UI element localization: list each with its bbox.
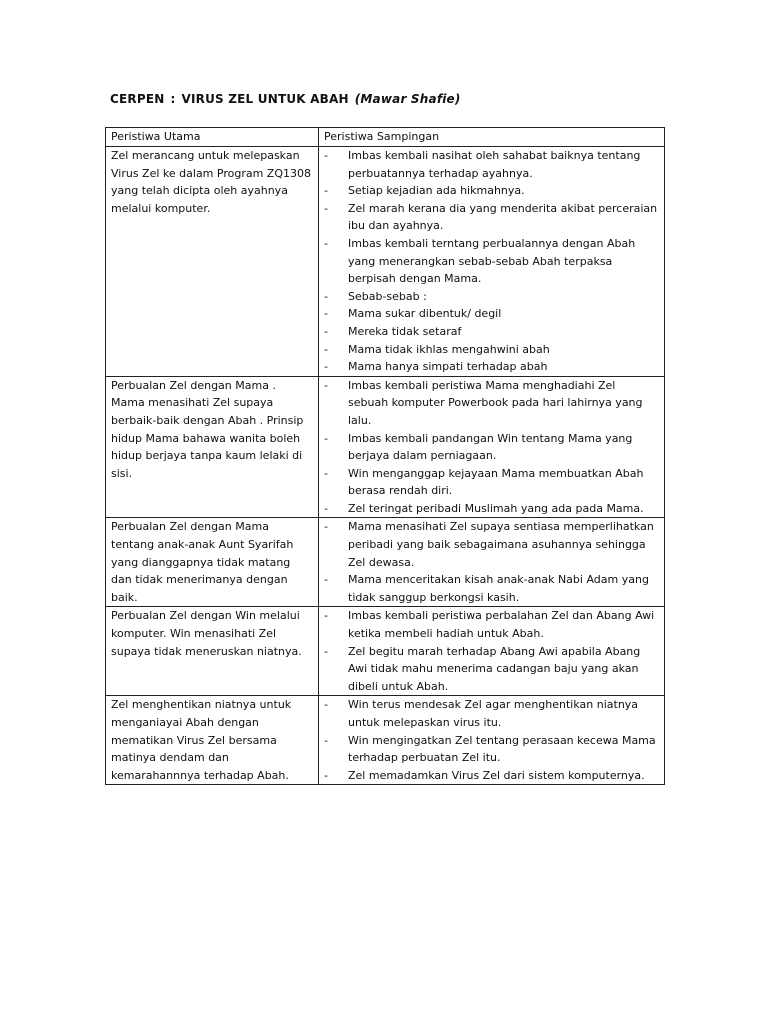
- side-event-text: Imbas kembali peristiwa Mama menghadiahi Zel sebuah komputer Powerbook pada hari lahirnya yang lalu.: [348, 378, 643, 427]
- list-item: [324, 341, 659, 359]
- table-header: [106, 128, 665, 147]
- side-event-text: Sebab-sebab :: [348, 289, 427, 303]
- side-event-text: Win terus mendesak Zel agar menghentikan niatnya untuk melepaskan virus itu.: [348, 698, 639, 729]
- list-item: [324, 305, 659, 323]
- main-event-cell: Perbualan Zel dengan Win melalui komputer. Win menasihati Zel supaya tidak meneruskan niatnya.: [106, 607, 319, 696]
- bullet-dash: -: [324, 342, 328, 356]
- table-body: [106, 147, 665, 785]
- bullet-dash: -: [324, 201, 328, 215]
- side-event-text: Mereka tidak setaraf: [348, 324, 462, 338]
- main-event-cell: Zel merancang untuk melepaskan Virus Zel ke dalam Program ZQ1308 yang telah dicipta oleh ayahnya melalui komputer.: [106, 147, 319, 377]
- title-story: VIRUS ZEL UNTUK ABAH: [181, 92, 349, 106]
- title-author: (Mawar Shafie): [354, 92, 461, 106]
- bullet-dash: -: [324, 733, 328, 747]
- list-item: [324, 465, 659, 500]
- bullet-dash: -: [324, 609, 328, 623]
- page-title: [110, 92, 461, 106]
- bullet-dash: -: [324, 466, 328, 480]
- side-event-text: Win mengingatkan Zel tentang perasaan kecewa Mama terhadap perbuatan Zel itu.: [348, 733, 656, 765]
- list-item: [324, 571, 659, 606]
- side-events-list: [324, 377, 659, 518]
- side-event-text: Mama sukar dibentuk/ degil: [348, 307, 502, 321]
- side-event-text: Mama tidak ikhlas mengahwini abah: [348, 342, 550, 356]
- table-row: [106, 518, 665, 607]
- side-events-list: [324, 696, 659, 784]
- list-item: [324, 200, 659, 235]
- side-event-text: Setiap kejadian ada hikmahnya.: [348, 184, 525, 198]
- list-item: [324, 767, 659, 785]
- title-separator: :: [170, 92, 176, 106]
- side-events-list: [324, 147, 659, 376]
- list-item: [324, 323, 659, 341]
- bullet-dash: -: [324, 378, 328, 392]
- table-row: [106, 607, 665, 696]
- side-event-text: Imbas kembali pandangan Win tentang Mama yang berjaya dalam perniagaan.: [348, 431, 633, 463]
- side-events-cell: [319, 147, 665, 377]
- table-row: [106, 696, 665, 785]
- side-event-text: Imbas kembali terntang perbualannya dengan Abah yang menerangkan sebab-sebab Abah terpaksa berpisah dengan Mama.: [348, 236, 636, 286]
- bullet-dash: -: [324, 501, 328, 515]
- bullet-dash: -: [324, 520, 328, 534]
- bullet-dash: -: [324, 360, 328, 374]
- header-side-events: Peristiwa Sampingan: [319, 128, 665, 147]
- list-item: [324, 696, 659, 731]
- list-item: [324, 182, 659, 200]
- side-events-cell: [319, 376, 665, 518]
- bullet-dash: -: [324, 324, 328, 338]
- side-event-text: Win menganggap kejayaan Mama membuatkan Abah berasa rendah diri.: [348, 466, 644, 498]
- table-row: [106, 376, 665, 518]
- list-item: [324, 643, 659, 696]
- main-event-cell: Perbualan Zel dengan Mama tentang anak-anak Aunt Syarifah yang dianggapnya tidak matang dan tidak menerimanya dengan baik.: [106, 518, 319, 607]
- side-event-text: Zel begitu marah terhadap Abang Awi apabila Abang Awi tidak mahu menerima cadangan baju yang akan dibeli untuk Abah.: [348, 644, 641, 693]
- side-event-text: Mama menasihati Zel supaya sentiasa memperlihatkan peribadi yang baik sebagaimana asuhannya sehingga Zel dewasa.: [348, 520, 654, 569]
- main-event-cell: Perbualan Zel dengan Mama . Mama menasihati Zel supaya berbaik-baik dengan Abah . Prinsip hidup Mama bahawa wanita boleh hidup berjaya tanpa kaum lelaki di sisi.: [106, 376, 319, 518]
- list-item: [324, 518, 659, 571]
- side-events-cell: [319, 518, 665, 607]
- side-event-text: Zel memadamkan Virus Zel dari sistem komputernya.: [348, 768, 645, 782]
- title-label: CERPEN: [110, 92, 165, 106]
- bullet-dash: -: [324, 644, 328, 658]
- bullet-dash: -: [324, 236, 328, 250]
- list-item: [324, 732, 659, 767]
- side-event-text: Mama menceritakan kisah anak-anak Nabi Adam yang tidak sanggup berkongsi kasih.: [348, 573, 649, 604]
- list-item: [324, 377, 659, 430]
- list-item: [324, 500, 659, 518]
- bullet-dash: -: [324, 698, 328, 712]
- list-item: [324, 430, 659, 465]
- bullet-dash: -: [324, 184, 328, 198]
- side-events-cell: [319, 607, 665, 696]
- side-event-text: Zel marah kerana dia yang menderita akibat perceraian ibu dan ayahnya.: [348, 201, 658, 233]
- bullet-dash: -: [324, 431, 328, 445]
- header-main-events: Peristiwa Utama: [106, 128, 319, 147]
- side-event-text: Zel teringat peribadi Muslimah yang ada pada Mama.: [348, 501, 644, 515]
- list-item: [324, 358, 659, 376]
- side-events-cell: [319, 696, 665, 785]
- bullet-dash: -: [324, 573, 328, 587]
- side-events-list: [324, 607, 659, 695]
- list-item: [324, 235, 659, 288]
- side-event-text: Mama hanya simpati terhadap abah: [348, 360, 548, 374]
- bullet-dash: -: [324, 149, 328, 162]
- list-item: [324, 288, 659, 306]
- side-event-text: Imbas kembali peristiwa perbalahan Zel dan Abang Awi ketika membeli hadiah untuk Abah.: [348, 609, 655, 641]
- bullet-dash: -: [324, 768, 328, 782]
- list-item: [324, 147, 659, 182]
- header-row: [106, 128, 665, 147]
- list-item: [324, 607, 659, 642]
- table-row: [106, 147, 665, 377]
- bullet-dash: -: [324, 307, 328, 321]
- side-event-text: Imbas kembali nasihat oleh sahabat baiknya tentang perbuatannya terhadap ayahnya.: [348, 149, 641, 180]
- events-table: [105, 127, 665, 785]
- side-events-list: [324, 518, 659, 606]
- main-event-cell: Zel menghentikan niatnya untuk menganiayai Abah dengan mematikan Virus Zel bersama matinya dendam dan kemarahannnya terhadap Abah.: [106, 696, 319, 785]
- bullet-dash: -: [324, 289, 328, 303]
